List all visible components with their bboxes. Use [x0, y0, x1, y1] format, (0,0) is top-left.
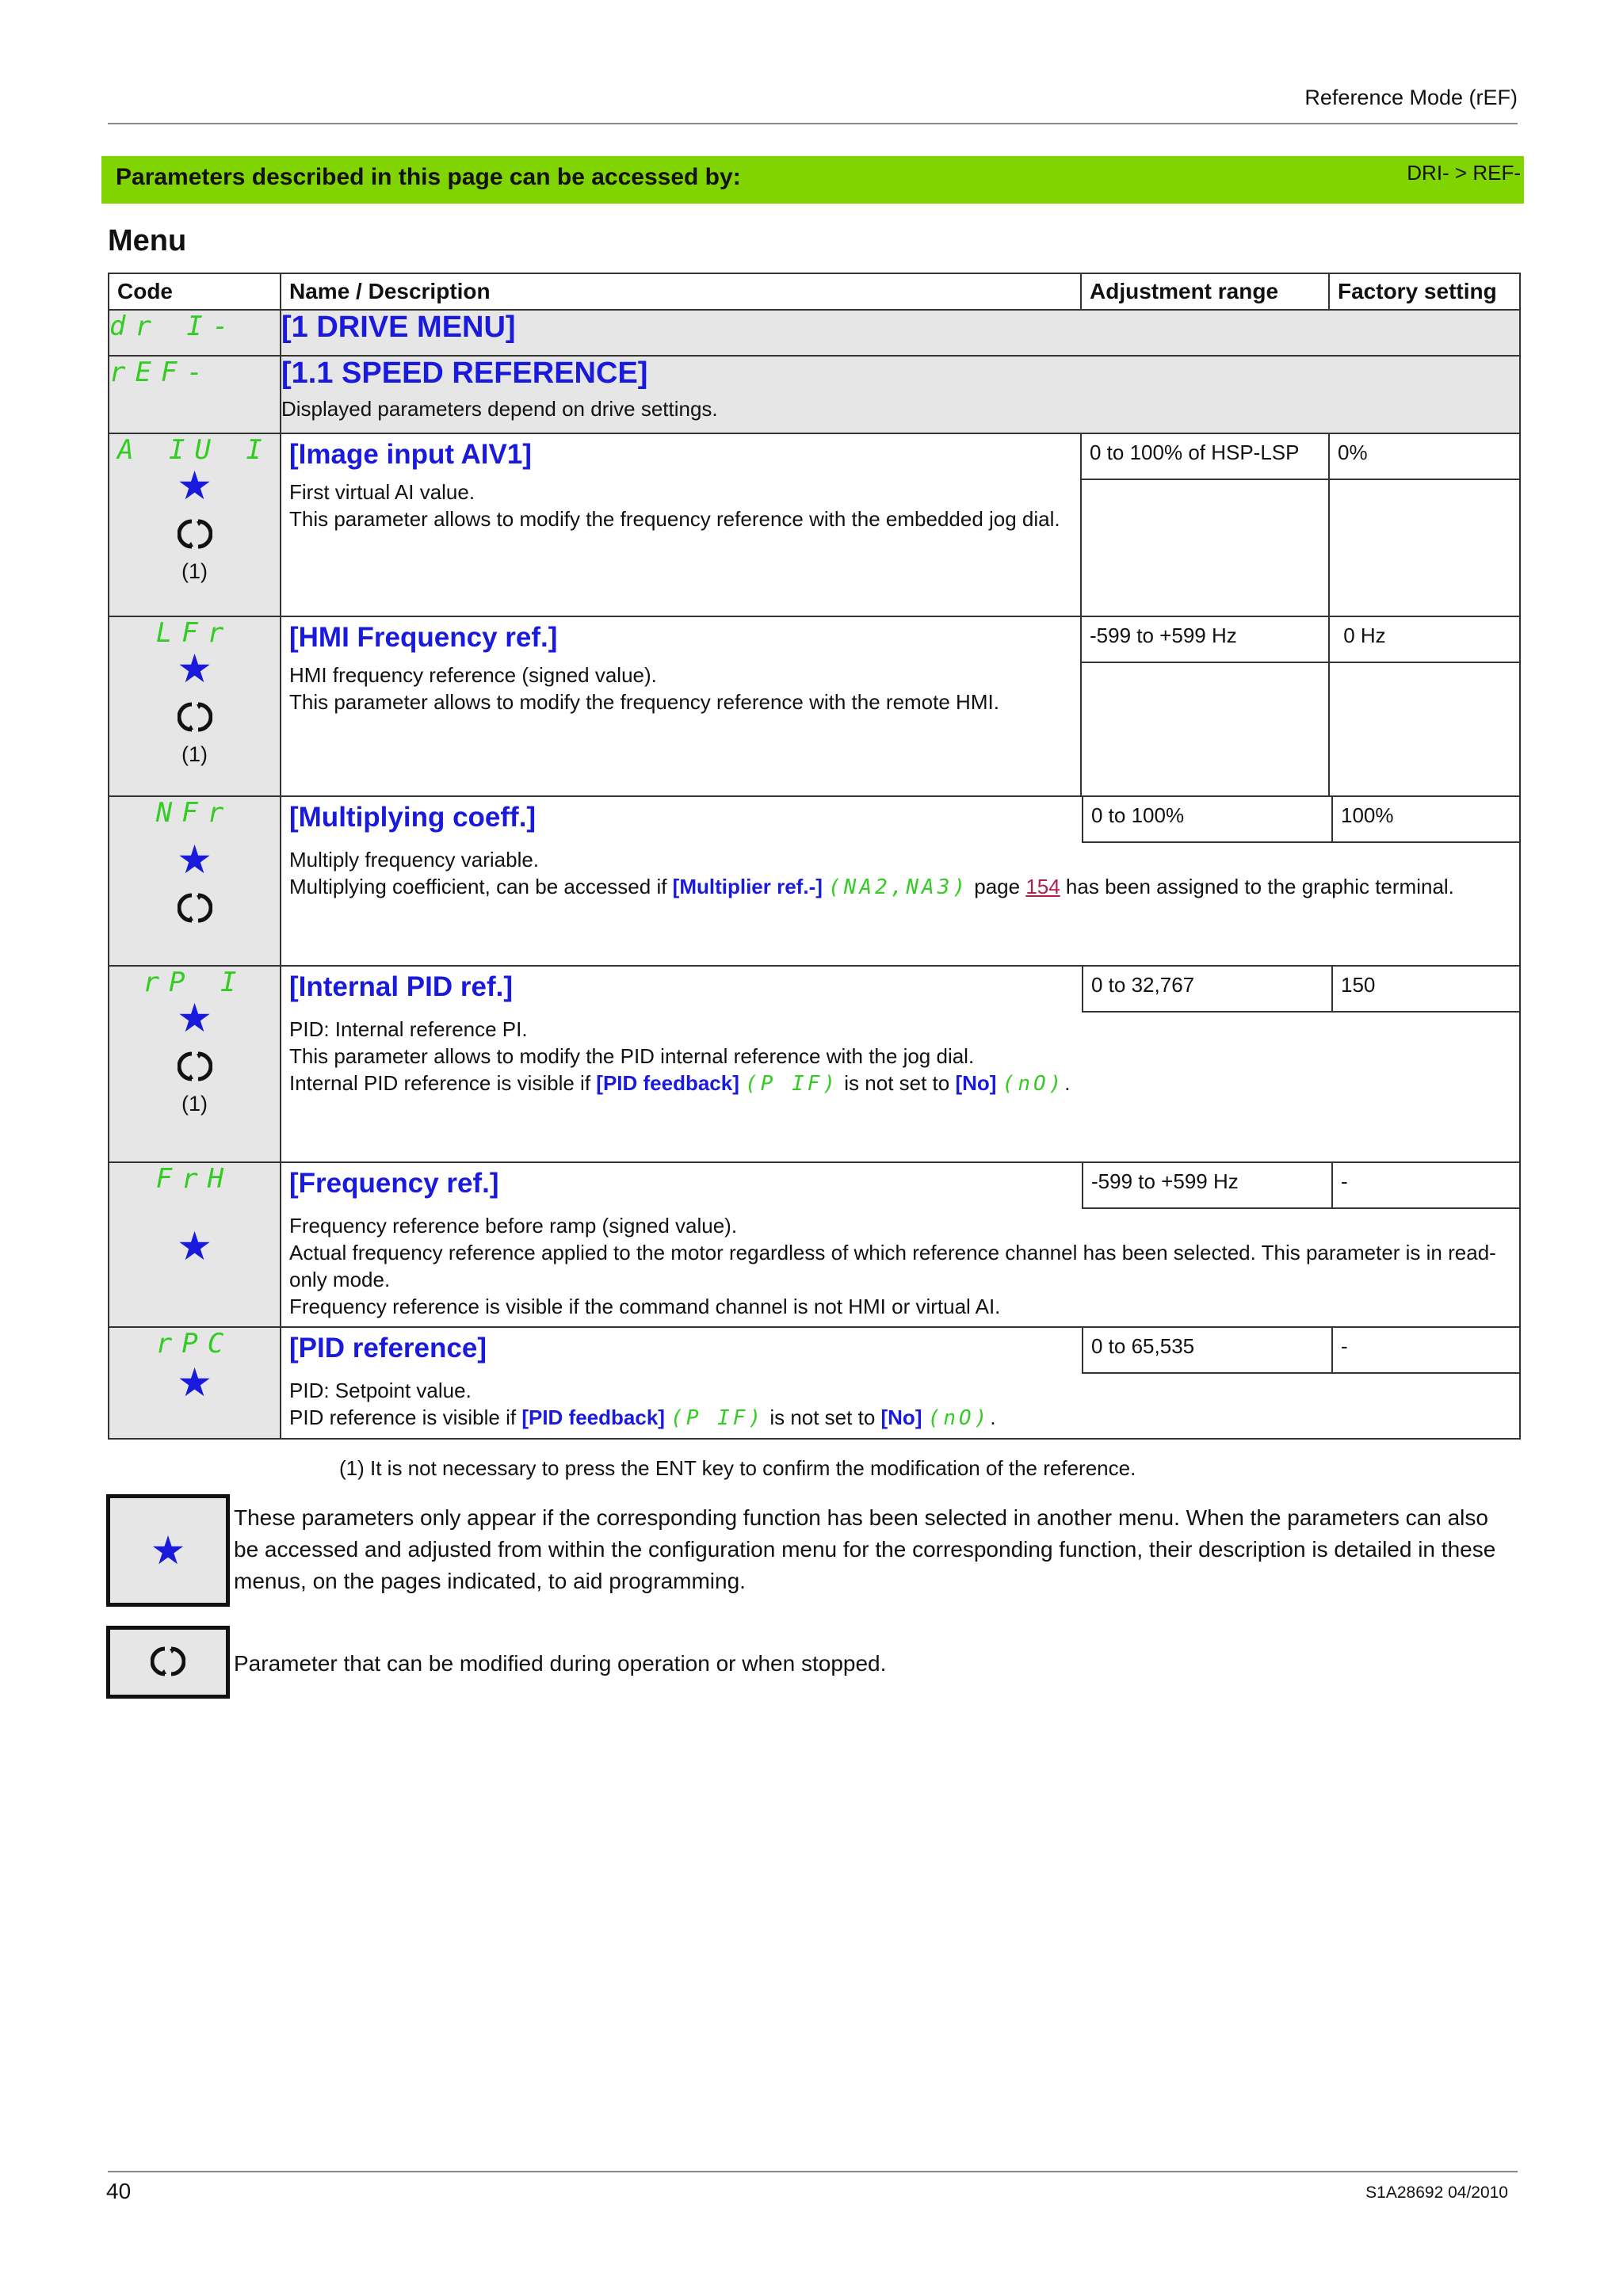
star-icon: ★ — [177, 1360, 212, 1405]
param-description: HMI frequency reference (signed value). This parameter allows to modify the frequency reference with the remote HMI. — [289, 663, 999, 714]
footnote-marker: (1) — [181, 1092, 208, 1116]
param-range-cell — [1081, 433, 1329, 616]
param-name-cell — [281, 796, 1520, 966]
cycle-icon — [178, 700, 212, 734]
param-name-cell — [281, 433, 1081, 616]
param-factory: - — [1331, 1328, 1519, 1374]
param-row — [109, 616, 1520, 796]
menu-name-cell — [281, 310, 1520, 356]
page-number: 40 — [106, 2179, 132, 2203]
star-icon: ★ — [177, 1224, 212, 1268]
menu-code: dr I- — [109, 311, 239, 342]
access-path: DRI- > REF- — [1407, 161, 1521, 185]
param-code: rP I — [143, 967, 246, 998]
param-code: rPC — [155, 1328, 234, 1360]
param-code-cell — [109, 966, 281, 1162]
param-code-cell — [109, 796, 281, 966]
star-icon: ★ — [150, 1528, 186, 1573]
footnote-marker: (1) — [181, 559, 208, 583]
param-name: [Internal PID ref.] — [289, 971, 513, 1002]
param-range: 0 to 65,535 — [1082, 1328, 1331, 1374]
param-row — [109, 1327, 1520, 1439]
param-name-cell — [281, 616, 1081, 796]
cycle-icon — [178, 1049, 212, 1084]
header-code: Code — [109, 273, 281, 310]
menu-row — [109, 356, 1520, 433]
param-code-cell — [109, 1327, 281, 1439]
menu-name: [1.1 SPEED REFERENCE] — [281, 357, 648, 390]
param-range: -599 to +599 Hz — [1082, 617, 1328, 663]
param-ref-code: (P IF) — [670, 1406, 765, 1430]
menu-name-cell — [281, 356, 1520, 433]
star-icon: ★ — [177, 646, 212, 691]
header-divider — [108, 123, 1518, 124]
param-code: NFr — [155, 797, 234, 829]
value-no: [No] — [880, 1405, 922, 1429]
param-factory-cell — [1329, 616, 1520, 796]
legend-cycle-text: Parameter that can be modified during operation or when stopped. — [234, 1651, 887, 1676]
param-ref-code: (P IF) — [745, 1072, 839, 1096]
param-description: Frequency reference before ramp (signed value). Actual frequency reference applied to the motor regardless of which reference channel has been selected. This parameter is in read-only mode. Frequency reference is visible if the command channel is not HMI or virtual AI. — [289, 1214, 1496, 1318]
param-row — [109, 796, 1520, 966]
param-factory: 0% — [1330, 434, 1519, 480]
param-row — [109, 433, 1520, 616]
table-header-row — [109, 273, 1520, 310]
param-factory: 0 Hz — [1330, 617, 1519, 663]
page-link[interactable]: 154 — [1025, 875, 1060, 898]
value-code: (nO) — [927, 1406, 991, 1430]
param-code-cell — [109, 616, 281, 796]
param-row — [109, 1162, 1520, 1327]
menu-row — [109, 310, 1520, 356]
access-banner — [101, 156, 1524, 204]
param-name: [Frequency ref.] — [289, 1168, 499, 1199]
param-ref-link: [PID feedback] — [596, 1071, 739, 1095]
param-code: A IU I — [117, 434, 272, 466]
param-name: [Image input AIV1] — [289, 439, 532, 470]
param-range: 0 to 100% of HSP-LSP — [1082, 434, 1328, 480]
param-factory: - — [1331, 1163, 1519, 1209]
cycle-icon — [151, 1644, 185, 1679]
section-title: Menu — [108, 224, 187, 257]
param-factory: 100% — [1331, 797, 1519, 843]
star-icon: ★ — [177, 463, 212, 508]
star-icon: ★ — [177, 837, 212, 882]
param-name-cell — [281, 1162, 1520, 1327]
param-description: PID: Setpoint value. PID reference is visible if [PID feedback] (P IF) is not set to [No] (nO). — [289, 1379, 996, 1430]
param-ref-code: (NA2,NA3) — [828, 875, 969, 899]
document-reference: S1A28692 04/2010 — [1365, 2183, 1508, 2202]
param-code-cell — [109, 433, 281, 616]
param-row — [109, 966, 1520, 1162]
param-range: 0 to 100% — [1082, 797, 1331, 843]
star-icon: ★ — [177, 996, 212, 1040]
footnote-marker: (1) — [181, 742, 208, 766]
param-code: LFr — [155, 617, 234, 649]
parameter-table — [108, 273, 1521, 1440]
menu-description: Displayed parameters depend on drive settings. — [281, 397, 718, 421]
header-range: Adjustment range — [1081, 273, 1329, 310]
header-name: Name / Description — [281, 273, 1081, 310]
param-name-cell — [281, 966, 1520, 1162]
param-ref-link: [PID feedback] — [521, 1405, 665, 1429]
footer-divider — [108, 2171, 1518, 2172]
value-no: [No] — [955, 1071, 997, 1095]
menu-code-cell — [109, 310, 281, 356]
param-name: [Multiplying coeff.] — [289, 802, 537, 833]
menu-name: [1 DRIVE MENU] — [281, 311, 516, 344]
access-label: Parameters described in this page can be accessed by: — [116, 164, 741, 190]
value-code: (nO) — [1002, 1072, 1065, 1096]
param-description: Multiply frequency variable. Multiplying coefficient, can be accessed if [Multiplier ref.-] (NA2,NA3) page 154 has been assigned to the graphic terminal. — [289, 848, 1454, 899]
param-range-cell — [1081, 616, 1329, 796]
param-factory: 150 — [1331, 967, 1519, 1013]
param-name-cell — [281, 1327, 1520, 1439]
legend-star-box — [106, 1494, 230, 1607]
param-code-cell — [109, 1162, 281, 1327]
param-code: FrH — [155, 1163, 234, 1195]
cycle-icon — [178, 517, 212, 551]
param-description: PID: Internal reference PI. This parameter allows to modify the PID internal reference with the jog dial. Internal PID reference is visible if [PID feedback] (P IF) is not set to [No] (nO). — [289, 1017, 1071, 1096]
menu-code: rEF- — [109, 357, 212, 388]
param-name: [PID reference] — [289, 1333, 487, 1363]
menu-code-cell — [109, 356, 281, 433]
header-factory: Factory setting — [1329, 273, 1520, 310]
param-factory-cell — [1329, 433, 1520, 616]
param-description: First virtual AI value. This parameter allows to modify the frequency reference with the embedded jog dial. — [289, 480, 1060, 531]
cycle-icon — [178, 891, 212, 925]
param-range: 0 to 32,767 — [1082, 967, 1331, 1013]
table-footnote: (1) It is not necessary to press the ENT key to confirm the modification of the reference. — [339, 1456, 1136, 1480]
param-ref-link: [Multiplier ref.-] — [672, 875, 823, 898]
legend-cycle-box — [106, 1626, 230, 1699]
param-name: [HMI Frequency ref.] — [289, 622, 558, 653]
page-header-title: Reference Mode (rEF) — [1304, 86, 1518, 109]
param-range: -599 to +599 Hz — [1082, 1163, 1331, 1209]
legend-star-text: These parameters only appear if the corresponding function has been selected in another menu. When the parameters can also be accessed and adjusted from within the configuration menu for the corresponding function, their description is detailed in these menus, on the pages indicated, to aid programming. — [234, 1505, 1496, 1593]
